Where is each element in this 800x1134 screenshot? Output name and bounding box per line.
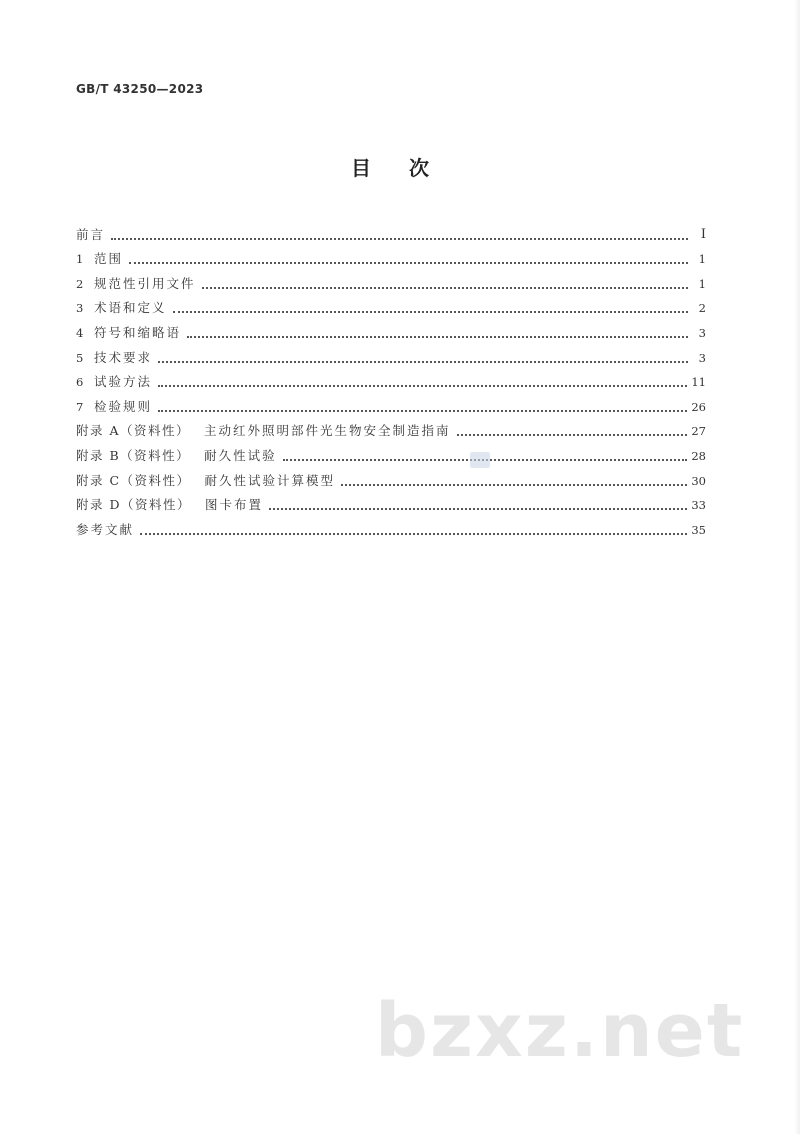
toc-entry-6[interactable] xyxy=(76,366,706,391)
leader-dots xyxy=(158,360,688,363)
page-title: 目次 xyxy=(351,156,467,180)
toc-entry-page: 1 xyxy=(698,276,706,291)
leader-dots xyxy=(187,335,688,338)
toc-entry-foreword[interactable] xyxy=(76,218,706,243)
toc-entry-label: 技术要求 xyxy=(94,349,153,365)
toc-entry-page: 3 xyxy=(698,350,706,365)
leader-dots xyxy=(111,237,688,240)
appendix-tag: 附录 D（资料性） xyxy=(76,497,191,513)
leader-dots xyxy=(173,310,688,313)
toc-entry-number: 6 xyxy=(76,375,84,390)
toc-entry-page: 27 xyxy=(691,424,706,439)
toc-entry-label: 参考文献 xyxy=(76,521,135,537)
watermark: bzxz.net xyxy=(375,988,745,1074)
toc-entry-label: 试验方法 xyxy=(94,374,153,390)
leader-dots xyxy=(158,409,687,412)
toc-entry-number: 3 xyxy=(76,301,84,316)
appendix-tag: 附录 C（资料性） xyxy=(76,472,191,488)
leader-dots xyxy=(140,532,687,535)
toc-entry-label: 耐久性试验 xyxy=(204,447,277,463)
toc-entry-label: 符号和缩略语 xyxy=(94,324,182,340)
toc-entry-number: 4 xyxy=(76,325,84,340)
leader-dots xyxy=(202,286,688,289)
scan-mark-icon xyxy=(470,452,490,468)
toc-entry-appendix-d[interactable] xyxy=(76,489,706,514)
toc-entry-5[interactable] xyxy=(76,341,706,366)
toc-entry-page: 1 xyxy=(698,252,706,267)
toc-entry-4[interactable] xyxy=(76,316,706,341)
leader-dots xyxy=(269,507,687,510)
toc-entry-page: Ⅰ xyxy=(700,226,706,242)
toc-entry-page: 3 xyxy=(698,325,706,340)
toc-entry-number: 2 xyxy=(76,276,84,291)
toc-entry-page: 33 xyxy=(691,498,706,513)
toc-entry-number: 7 xyxy=(76,399,84,414)
toc-entry-3[interactable] xyxy=(76,292,706,317)
page-edge-shadow xyxy=(794,0,800,1134)
toc-entry-label: 规范性引用文件 xyxy=(94,275,196,291)
toc-entry-label: 范围 xyxy=(94,251,124,267)
toc-entry-appendix-a[interactable] xyxy=(76,415,706,440)
standard-number: GB/T 43250—2023 xyxy=(76,82,204,96)
appendix-tag: 附录 B（资料性） xyxy=(76,447,191,463)
toc-entry-appendix-b[interactable] xyxy=(76,439,706,464)
toc-entry-label: 术语和定义 xyxy=(94,300,167,316)
toc-entry-7[interactable] xyxy=(76,390,706,415)
leader-dots xyxy=(129,261,688,264)
toc-entry-1[interactable] xyxy=(76,243,706,268)
toc-entry-page: 2 xyxy=(698,301,706,316)
toc-entry-number: 5 xyxy=(76,350,84,365)
toc-entry-number: 1 xyxy=(76,252,84,267)
toc-entry-page: 26 xyxy=(691,399,706,414)
toc-entry-label: 主动红外照明部件光生物安全制造指南 xyxy=(204,423,451,439)
leader-dots xyxy=(457,433,688,436)
toc-entry-label: 耐久性试验计算模型 xyxy=(204,472,336,488)
toc-entry-label: 前言 xyxy=(76,226,106,242)
toc-entry-page: 35 xyxy=(691,522,706,537)
toc-entry-appendix-c[interactable] xyxy=(76,464,706,489)
table-of-contents xyxy=(76,218,706,538)
leader-dots xyxy=(158,384,687,387)
toc-entry-references[interactable] xyxy=(76,513,706,538)
toc-entry-label: 检验规则 xyxy=(94,398,153,414)
toc-entry-page: 30 xyxy=(691,473,706,488)
leader-dots xyxy=(341,483,687,486)
toc-entry-2[interactable] xyxy=(76,267,706,292)
toc-entry-page: 11 xyxy=(691,375,706,390)
toc-entry-label: 图卡布置 xyxy=(205,497,264,513)
toc-entry-page: 28 xyxy=(691,448,706,463)
appendix-tag: 附录 A（资料性） xyxy=(76,423,191,439)
